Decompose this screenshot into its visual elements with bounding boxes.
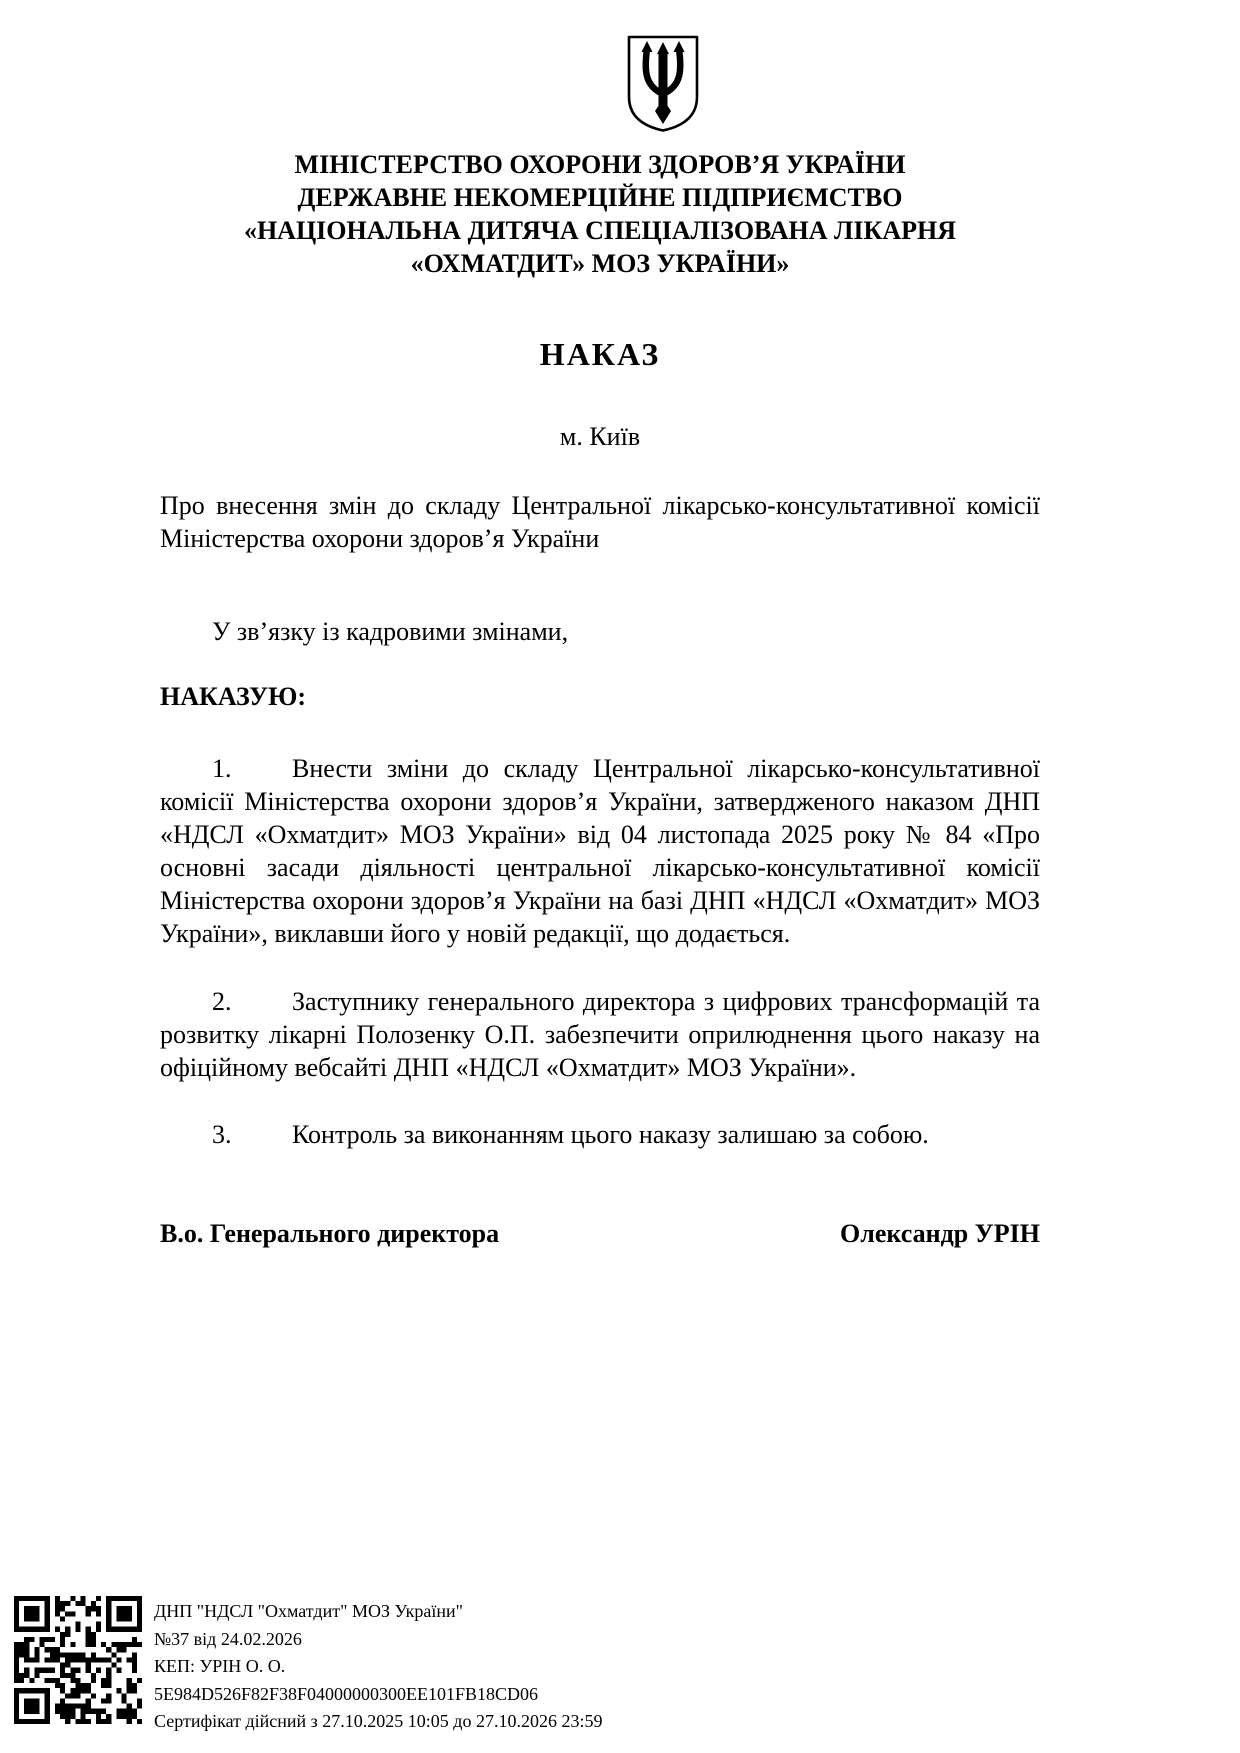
stamp-text (154, 1598, 602, 1736)
order-item-number: 2. (212, 987, 232, 1016)
organization-header (160, 148, 1040, 280)
org-header-line: «ОХМАТДИТ» МОЗ УКРАЇНИ» (410, 249, 790, 278)
order-city: м. Київ (559, 422, 641, 451)
order-item-text: Заступнику генерального директора з цифрових трансформацій та розвитку лікарні Полозенку О.П. забезпечити оприлюднення цього наказу на офіційному вебсайті ДНП «НДСЛ «Охматдит» МОЗ України». (160, 987, 1040, 1082)
org-header-line: ДЕРЖАВНЕ НЕКОМЕРЦІЙНЕ ПІДПРИЄМСТВО (297, 183, 903, 212)
order-item (160, 985, 1040, 1084)
order-item (160, 1118, 1040, 1151)
stamp-line: 5E984D526F82F38F04000000300EE101FB18CD06 (154, 1683, 539, 1704)
stamp-line: Сертифікат дійсний з 27.10.2025 10:05 до 27.10.2026 23:59 (154, 1711, 603, 1731)
order-item-number: 3. (212, 1120, 232, 1149)
qr-code (14, 1596, 142, 1724)
stamp-line: ДНП "НДСЛ "Охматдит" МОЗ України" (154, 1601, 463, 1621)
order-preamble: У зв’язку із кадровими змінами, (212, 617, 569, 646)
signature-block (160, 1217, 1040, 1250)
emblem-container (160, 33, 1040, 133)
order-title: НАКАЗ (539, 336, 661, 372)
order-command: НАКАЗУЮ: (160, 682, 307, 711)
order-item-number: 1. (212, 754, 232, 783)
document-content (0, 33, 1240, 1250)
signer-name: Олександр УРІН (840, 1219, 1040, 1248)
signer-position: В.о. Генерального директора (160, 1219, 500, 1248)
order-item-text: Внести зміни до складу Центральної лікарсько-консультативної комісії Міністерства охорони здоров’я України, затвердженого наказом ДНП «НДСЛ «Охматдит» МОЗ України» від 04 листопада 2025 року № 84 «Про основні засади діяльності центральної лікарсько-консультативної комісії Міністерства охорони здоров’я України на базі ДНП «НДСЛ «Охматдит» МОЗ України», виклавши його у новій редакції, що додається. (160, 754, 1040, 948)
order-subject: Про внесення змін до складу Центральної лікарсько-консультативної комісії Міністерства охорони здоров’я України (160, 491, 1040, 553)
order-item (160, 752, 1040, 950)
org-header-line: «НАЦІОНАЛЬНА ДИТЯЧА СПЕЦІАЛІЗОВАНА ЛІКАРНЯ (243, 216, 957, 245)
stamp-line: №37 від 24.02.2026 (154, 1628, 302, 1649)
org-header-line: МІНІСТЕРСТВО ОХОРОНИ ЗДОРОВ’Я УКРАЇНИ (294, 150, 906, 179)
stamp-line: КЕП: УРІН О. О. (154, 1656, 286, 1676)
ukraine-trident-shield-icon (624, 33, 702, 133)
order-item-text: Контроль за виконанням цього наказу залишаю за собою. (292, 1120, 929, 1149)
digital-signature-stamp (14, 1596, 602, 1736)
